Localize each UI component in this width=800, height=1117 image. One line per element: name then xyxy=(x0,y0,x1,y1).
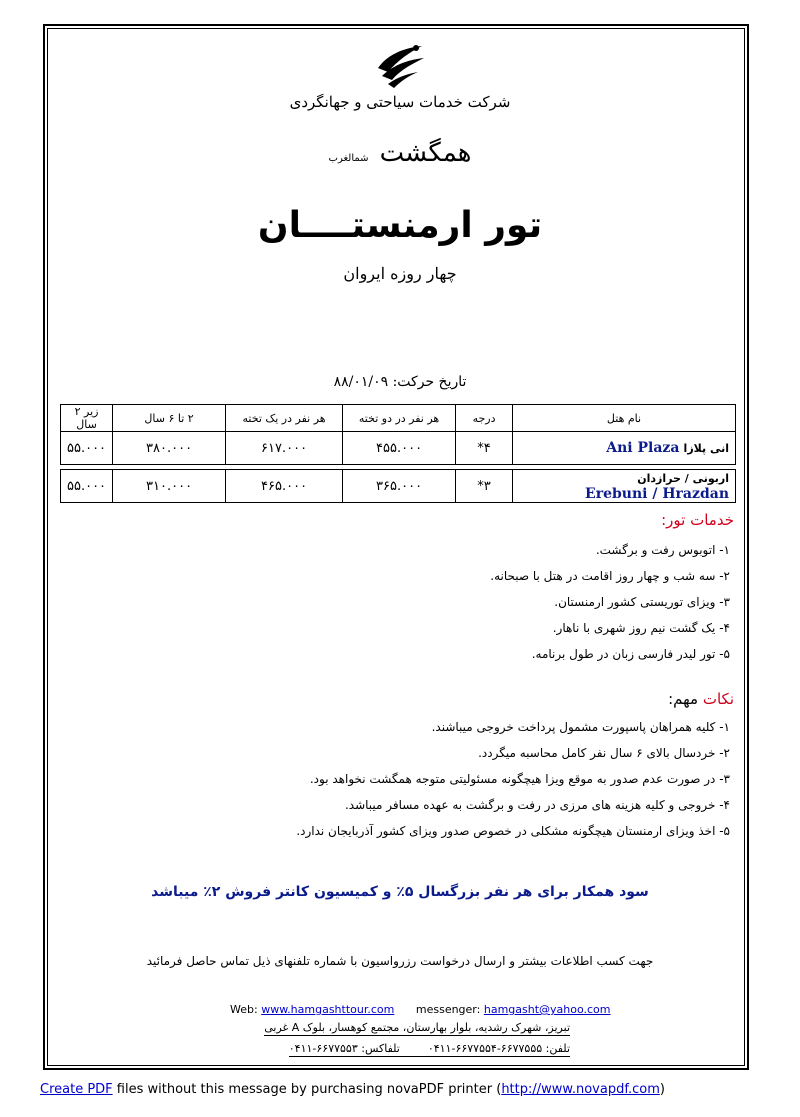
header-double: هر نفر در دو تخته xyxy=(343,405,456,432)
infant-cell: ۵۵.۰۰۰ xyxy=(61,470,113,503)
hotel-cell xyxy=(513,470,736,503)
create-pdf-link[interactable]: Create PDF xyxy=(40,1082,113,1097)
novapdf-link[interactable]: http://www.novapdf.com xyxy=(501,1082,660,1097)
header-single: هر نفر در یک تخته xyxy=(226,405,343,432)
notes-title: نکات مهم: xyxy=(668,690,734,708)
hotel-name-en: Ani Plaza xyxy=(606,440,680,456)
departure-date: تاریخ حرکت: ۸۸/۰۱/۰۹ xyxy=(333,374,467,390)
header-infant: زیر ۲ سال xyxy=(61,405,113,432)
brand xyxy=(250,138,550,168)
single-cell: ۴۶۵.۰۰۰ xyxy=(226,470,343,503)
hotel-name-fa: اربونی / حرازدان xyxy=(637,471,729,485)
messenger-link[interactable]: hamgasht@yahoo.com xyxy=(483,1003,611,1016)
hotel-name-en: Erebuni / Hrazdan xyxy=(585,485,729,502)
pdf-footer-message: Create PDF files without this message by purchasing novaPDF printer (http://www.novapdf.com) xyxy=(40,1082,665,1097)
list-item: ۱- کلیه همراهان پاسپورت مشمول پرداخت خروجی میباشند. xyxy=(431,720,730,734)
address: تبریز، شهرک رشدیه، بلوار بهارستان، مجتمع کوهسار، بلوک A غربی xyxy=(264,1021,570,1034)
list-item: ۳- در صورت عدم صدور به موقع ویزا هیچگونه مسئولیتی متوجه همگشت نخواهد بود. xyxy=(309,772,730,786)
web-contact-line: Web: www.hamgashttour.com messenger: hamgasht@yahoo.com xyxy=(230,1003,611,1016)
list-item: ۳- ویزای توریستی کشور ارمنستان. xyxy=(554,595,730,609)
table-row xyxy=(61,432,736,465)
list-item: ۵- تور لیدر فارسی زبان در طول برنامه. xyxy=(531,647,730,661)
phone-fax xyxy=(200,1042,570,1057)
brand-name: همگشت xyxy=(379,138,472,168)
infant-cell: ۵۵.۰۰۰ xyxy=(61,432,113,465)
grade-cell: ۳* xyxy=(456,470,513,503)
brand-tagline: شمالغرب xyxy=(328,153,369,164)
fax-number: تلفاکس: ۶۶۷۷۵۵۳-۰۴۱۱ xyxy=(288,1042,400,1055)
child-cell: ۳۸۰.۰۰۰ xyxy=(113,432,226,465)
phone-number: تلفن: ۶۶۷۷۵۵۵-۶۶۷۷۵۵۴-۰۴۱۱ xyxy=(427,1042,570,1055)
header-hotel: نام هتل xyxy=(513,405,736,432)
list-item: ۲- سه شب و چهار روز اقامت در هتل با صبحانه. xyxy=(490,569,730,583)
services-list xyxy=(490,537,730,667)
list-item: ۵- اخذ ویزای ارمنستان هیچگونه مشکلی در خصوص صدور ویزای کشور آذربایجان ندارد. xyxy=(296,824,730,838)
services-title: خدمات تور: xyxy=(661,511,734,529)
double-cell: ۳۶۵.۰۰۰ xyxy=(343,470,456,503)
list-item: ۴- یک گشت نیم روز شهری با ناهار. xyxy=(552,621,730,635)
price-table xyxy=(60,404,736,503)
table-header-row xyxy=(61,405,736,432)
contact-request: جهت کسب اطلاعات بیشتر و ارسال درخواست رزرواسیون با شماره تلفنهای ذیل تماس حاصل فرمائید xyxy=(146,954,654,968)
list-item: ۴- خروجی و کلیه هزینه های مرزی در رفت و برگشت به عهده مسافر میباشد. xyxy=(344,798,730,812)
single-cell: ۶۱۷.۰۰۰ xyxy=(226,432,343,465)
notes-list xyxy=(296,714,730,844)
grade-cell: ۴* xyxy=(456,432,513,465)
table-row xyxy=(61,470,736,503)
header-child: ۲ تا ۶ سال xyxy=(113,405,226,432)
tour-title: تور ارمنستــــان xyxy=(257,205,543,246)
company-name: شرکت خدمات سیاحتی و جهانگردی xyxy=(289,93,511,111)
company-logo-icon xyxy=(370,38,430,90)
hotel-name-fa: انی پلازا xyxy=(683,442,729,455)
list-item: ۲- خردسال بالای ۶ سال نفر کامل محاسبه میگردد. xyxy=(478,746,730,760)
child-cell: ۳۱۰.۰۰۰ xyxy=(113,470,226,503)
hotel-cell xyxy=(513,432,736,465)
double-cell: ۴۵۵.۰۰۰ xyxy=(343,432,456,465)
header-grade: درجه xyxy=(456,405,513,432)
tour-subtitle: چهار روزه ایروان xyxy=(343,264,457,283)
list-item: ۱- اتوبوس رفت و برگشت. xyxy=(595,543,730,557)
commission-text: سود همکار برای هر نفر بزرگسال ۵٪ و کمیسیون کانتر فروش ۲٪ میباشد xyxy=(151,884,649,900)
website-link[interactable]: www.hamgashttour.com xyxy=(261,1003,395,1016)
